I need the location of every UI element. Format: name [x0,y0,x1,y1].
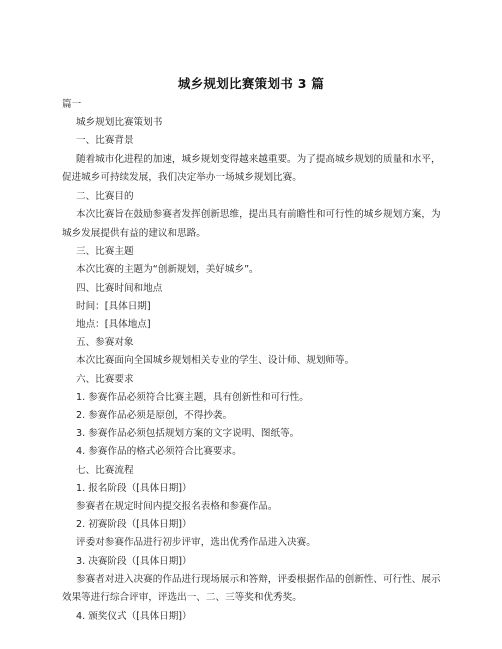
paragraph-line: 城乡规划比赛策划书 [76,117,163,129]
paragraph-line: 一、比赛背景 [76,135,134,147]
paragraph-line: 七、比赛流程 [76,464,134,476]
paragraph-line: 3. 参赛作品必须包括规划方案的文字说明、图纸等。 [76,428,300,440]
paragraph-line: 时间：[具体日期] [76,300,151,312]
paragraph-line: 本次比赛旨在鼓励参赛者发挥创新思维，提出具有前瞻性和可行性的城乡规划方案，为城乡发展提供有益的建议和思路。 [62,209,441,239]
paragraph-line: 4. 颁奖仪式（[具体日期]） [76,611,192,623]
document-title: 城乡规划比赛策划书 3 篇 [177,76,325,91]
paragraph-line: 二、比赛目的 [76,190,134,202]
paragraph-line: 4. 参赛作品的格式必须符合比赛要求。 [76,446,242,458]
paragraph-line: 1. 参赛作品必须符合比赛主题，具有创新性和可行性。 [76,391,309,403]
paragraph-line: 2. 初赛阶段（[具体日期]） [76,519,192,531]
paragraph-line: 参赛者对进入决赛的作品进行现场展示和答辩，评委根据作品的创新性、可行性、展示效果等进行综合评审，评选出一、二、三等奖和优秀奖。 [62,573,441,604]
paragraph-line: 本次比赛面向全国城乡规划相关专业的学生、设计师、规划师等。 [76,355,355,367]
document-body [62,96,442,626]
paragraph-line: 六、比赛要求 [76,373,134,385]
paragraph-line: 3. 决赛阶段（[具体日期]） [76,555,192,567]
paragraph-line: 篇一 [62,99,82,110]
paragraph-line: 五、参赛对象 [76,337,134,349]
paragraph-line: 三、比赛主题 [76,246,134,258]
paragraph-line: 参赛者在规定时间内提交报名表格和参赛作品。 [76,501,278,513]
paragraph-line: 1. 报名阶段（[具体日期]） [76,482,192,494]
paragraph-line: 本次比赛的主题为“创新规划，美好城乡”。 [76,264,259,276]
paragraph-line: 地点：[具体地点] [76,319,151,330]
paragraph-line: 四、比赛时间和地点 [76,282,163,294]
paragraph-line: 评委对参赛作品进行初步评审，选出优秀作品进入决赛。 [76,537,316,549]
paragraph-line: 随着城市化进程的加速，城乡规划变得越来越重要。为了提高城乡规划的质量和水平，促进城乡可持续发展，我们决定举办一场城乡规划比赛。 [62,153,441,184]
paragraph-line: 2. 参赛作品必须是原创，不得抄袭。 [76,410,233,422]
